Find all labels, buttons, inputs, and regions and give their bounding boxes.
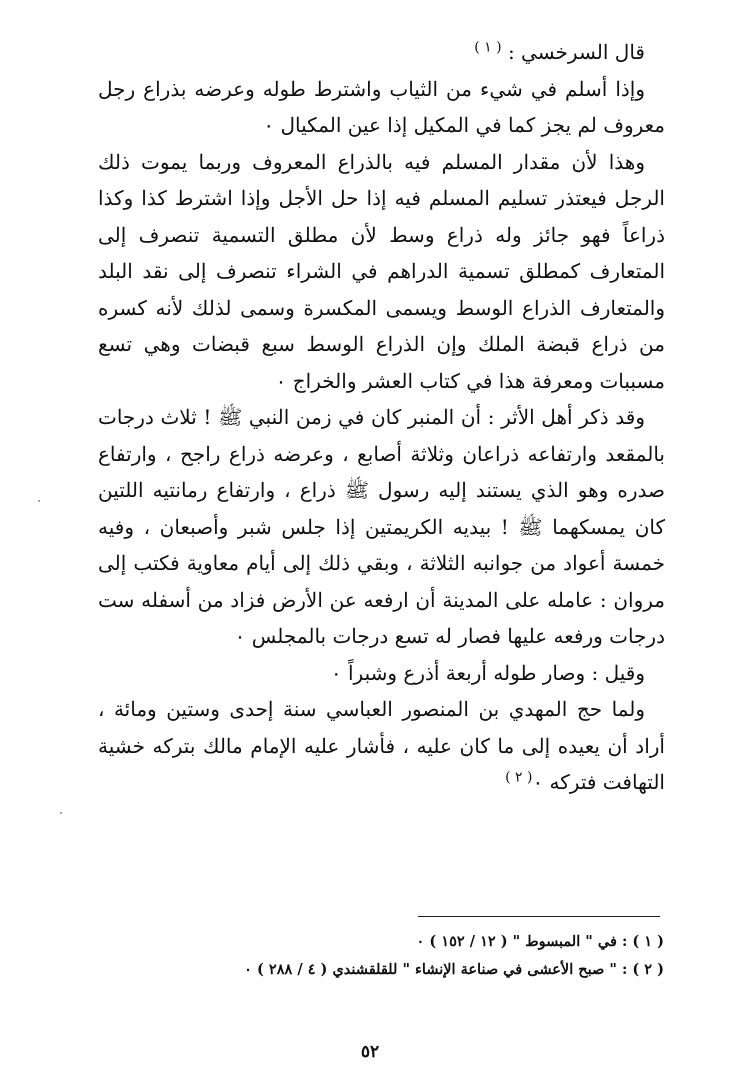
footnote-ref-1: ( ١ ) [474, 39, 502, 56]
paragraph-final [98, 691, 665, 801]
paragraph-intro [98, 34, 665, 71]
paragraph: وقد ذكر أهل الأثر : أن المنبر كان في زمن النبي ﷺ ! ثلاث درجات بالمقعد وارتفاعه ذراعان وثلاثة أصابع ، وعرضه ذراع راجح ، وارتفاع صدره وهو الذي يستند إليه رسول ﷺ ذراع ، وارتفاع رمانتيه اللتين كان يمسكهما ﷺ ! بيديه الكريمتين إذا جلس شبر وأصبعان ، وفيه خمسة أعواد من جوانبه الثلاثة ، وبقي ذلك إلى أيام معاوية فكتب إلى مروان : عامله على المدينة أن ارفعه عن الأرض فزاد من أسفله ست درجات ورفعه عليها فصار له تسع درجات بالمجلس ٠ [98, 405, 665, 648]
scan-speck [38, 500, 40, 502]
footnotes [84, 928, 664, 984]
paragraph-text: قال السرخسي : [501, 40, 645, 64]
scan-speck [60, 812, 62, 814]
footnote-1: ( ١ ) : في " المبسوط " ( ١٢ / ١٥٢ ) ٠ [416, 933, 664, 950]
page-number: ٥٢ [360, 1042, 380, 1062]
footnote-2: ( ٢ ) : " صبح الأعشى في صناعة الإنشاء " للقلقشندي ( ٤ / ٢٨٨ ) ٠ [244, 961, 664, 978]
paragraph: وإذا أسلم في شيء من الثياب واشترط طوله وعرضه بذراع رجل معروف لم يجز كما في المكيل إذا عين المكيال ٠ [98, 76, 665, 137]
paragraph: وهذا لأن مقدار المسلم فيه بالذراع المعروف وربما يموت ذلك الرجل فيعتذر تسليم المسلم فيه إذا حل الأجل وإذا اشترط كذا وكذا ذراعاً فهو جائز وله ذراع وسط لأن مطلق التسمية تنصرف إلى المتعارف كمطلق تسمية الدراهم في الشراء تنصرف إلى نقد البلد والمتعارف الذراع الوسط ويسمى المكسرة وسمى لذلك لأنه كسره من ذراع قبضة الملك وإن الذراع الوسط سبع قبضات وهي تسع مسببات ومعرفة هذا في كتاب العشر والخراج ٠ [98, 149, 665, 393]
main-text [98, 34, 665, 801]
footnote-separator [418, 916, 660, 917]
footnote-ref-2: ( ٢ ) [505, 769, 533, 786]
paragraph-text: ولما حج المهدي بن المنصور العباسي سنة إحدى وستين ومائة ، أراد أن يعيده إلى ما كان عليه ، فأشار عليه الإمام مالك بتركه خشية التهافت فتركه ٠ [98, 697, 665, 794]
paragraph: وقيل : وصار طوله أربعة أذرع وشبراً ٠ [330, 660, 645, 685]
